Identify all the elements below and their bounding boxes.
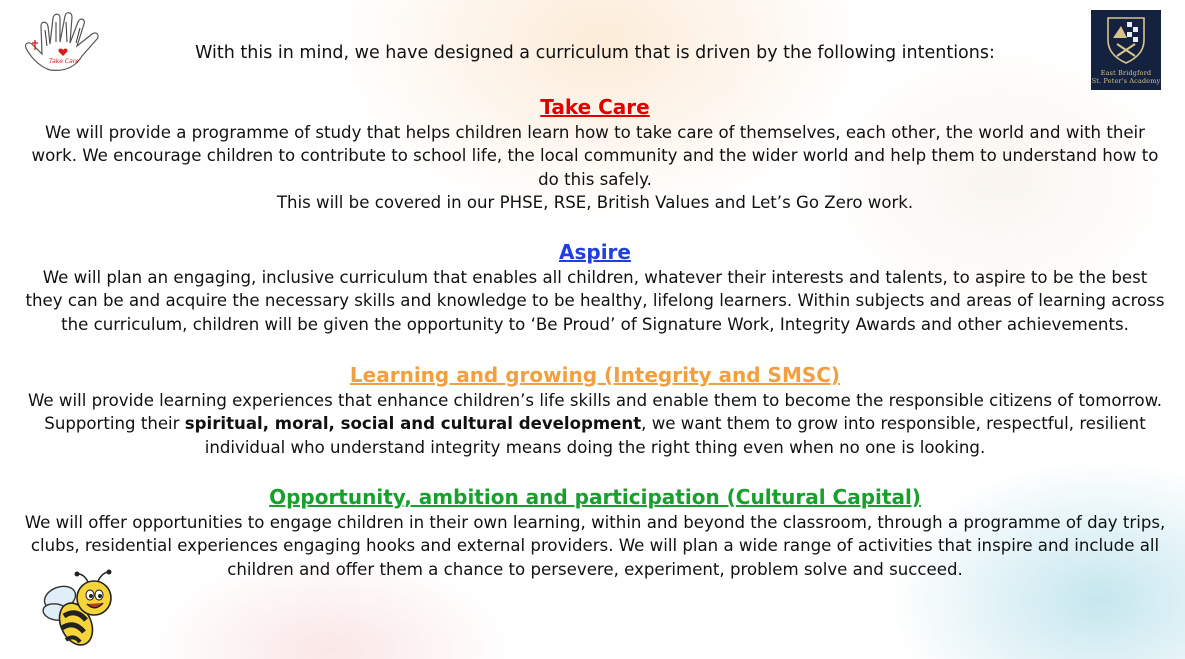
section-paragraph: We will provide a programme of study that helps children learn how to take care of themselves, each other, the world and with their work. We encourage children to contribute to school life, the local community and the wider world and help them to understand how to do this safely.: [31, 123, 1159, 189]
section-aspire: [22, 238, 1168, 336]
intro-text: With this in mind, we have designed a curriculum that is driven by the following intentions:: [195, 43, 995, 63]
paragraph-text-end: , we want them to grow into responsible, respectful, resilient individual who understand integrity means doing the right thing even when no one is looking.: [204, 414, 1146, 457]
section-heading: Aspire: [559, 240, 631, 264]
hand-logo-text: Take Care: [49, 58, 79, 65]
section-learning-and-growing: [22, 361, 1168, 459]
section-heading: Learning and growing (Integrity and SMSC): [349, 363, 841, 387]
paragraph-text-bold: spiritual, moral, social and cultural development: [184, 414, 642, 434]
bee-mascot-icon: [38, 568, 118, 652]
section-heading: Take Care: [540, 95, 650, 119]
section-heading: Opportunity, ambition and participation (Cultural Capital): [269, 485, 921, 509]
section-paragraph: [22, 389, 1168, 459]
section-paragraph: We will plan an engaging, inclusive curriculum that enables all children, whatever their interests and talents, to aspire to be the best they can be and acquire the necessary skills and knowledge to be healthy, lifelong learners. Within subjects and areas of learning across the curriculum, children will be given the opportunity to ‘Be Proud’ of Signature Work, Integrity Awards and other achievements.: [25, 268, 1165, 334]
section-opportunity: [22, 483, 1168, 581]
section-paragraph: We will offer opportunities to engage children in their own learning, within and beyond the classroom, through a programme of day trips, clubs, residential experiences engaging hooks and external providers. We will plan a wide range of activities that inspire and include all children and offer them a chance to persevere, experiment, problem solve and succeed.: [24, 513, 1166, 579]
school-name-line1: East Bridgford: [1100, 69, 1152, 77]
school-name-line2: St. Peter's Academy: [1091, 76, 1161, 85]
section-paragraph: This will be covered in our PHSE, RSE, British Values and Let’s Go Zero work.: [276, 192, 914, 212]
paragraph-text-start: We will provide learning experiences that enhance children’s life skills and enable them to become the responsible citizens of tomorrow. Supporting their: [28, 391, 1162, 434]
section-take-care: [22, 93, 1168, 214]
